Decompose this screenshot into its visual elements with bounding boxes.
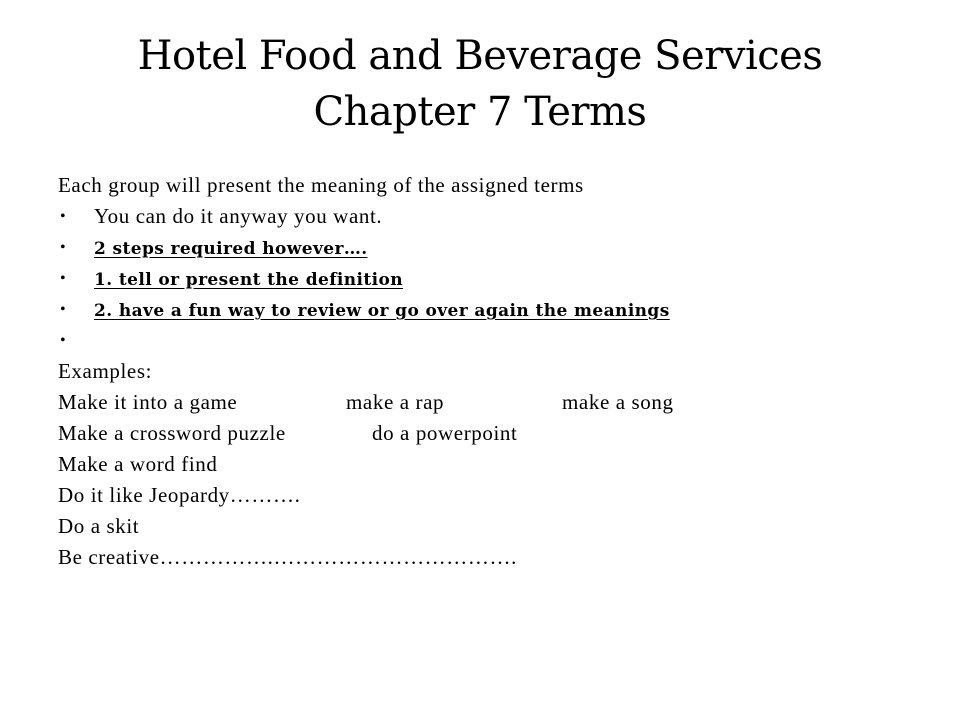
examples-row: [58, 418, 938, 449]
bullet-icon: •: [60, 332, 67, 349]
bullet-item: [58, 294, 938, 325]
title-line-2: Chapter 7 Terms: [313, 89, 647, 135]
bullet-text: 2 steps required however….: [94, 239, 368, 259]
bullet-text: You can do it anyway you want.: [94, 204, 383, 228]
example-item: Make a crossword puzzle: [58, 421, 286, 445]
example-item: make a song: [562, 390, 674, 414]
title-line-1: Hotel Food and Beverage Services: [137, 33, 823, 79]
bullet-icon: •: [60, 270, 67, 287]
bullet-text: 1. tell or present the definition: [94, 270, 404, 290]
example-item: make a rap: [346, 390, 445, 414]
bullet-item: [58, 325, 938, 356]
bullet-item: [58, 263, 938, 294]
example-item: Be creative…………….…………………………….: [58, 545, 517, 569]
intro-text: Each group will present the meaning of the assigned terms: [58, 173, 584, 197]
slide-body: [58, 170, 938, 573]
bullet-text: 2. have a fun way to review or go over again the meanings: [94, 301, 670, 321]
bullet-icon: •: [60, 239, 67, 256]
example-item: Do a skit: [58, 514, 140, 538]
example-item: Do it like Jeopardy……….: [58, 483, 301, 507]
bullet-icon: •: [60, 208, 67, 225]
examples-row: [58, 387, 938, 418]
bullet-item: [58, 201, 938, 232]
examples-label: Examples:: [58, 359, 153, 383]
example-item: Make it into a game: [58, 390, 238, 414]
example-item: do a powerpoint: [372, 421, 518, 445]
example-item: Make a word find: [58, 452, 218, 476]
bullet-icon: •: [60, 301, 67, 318]
bullet-item: [58, 232, 938, 263]
slide-title: [0, 28, 960, 140]
